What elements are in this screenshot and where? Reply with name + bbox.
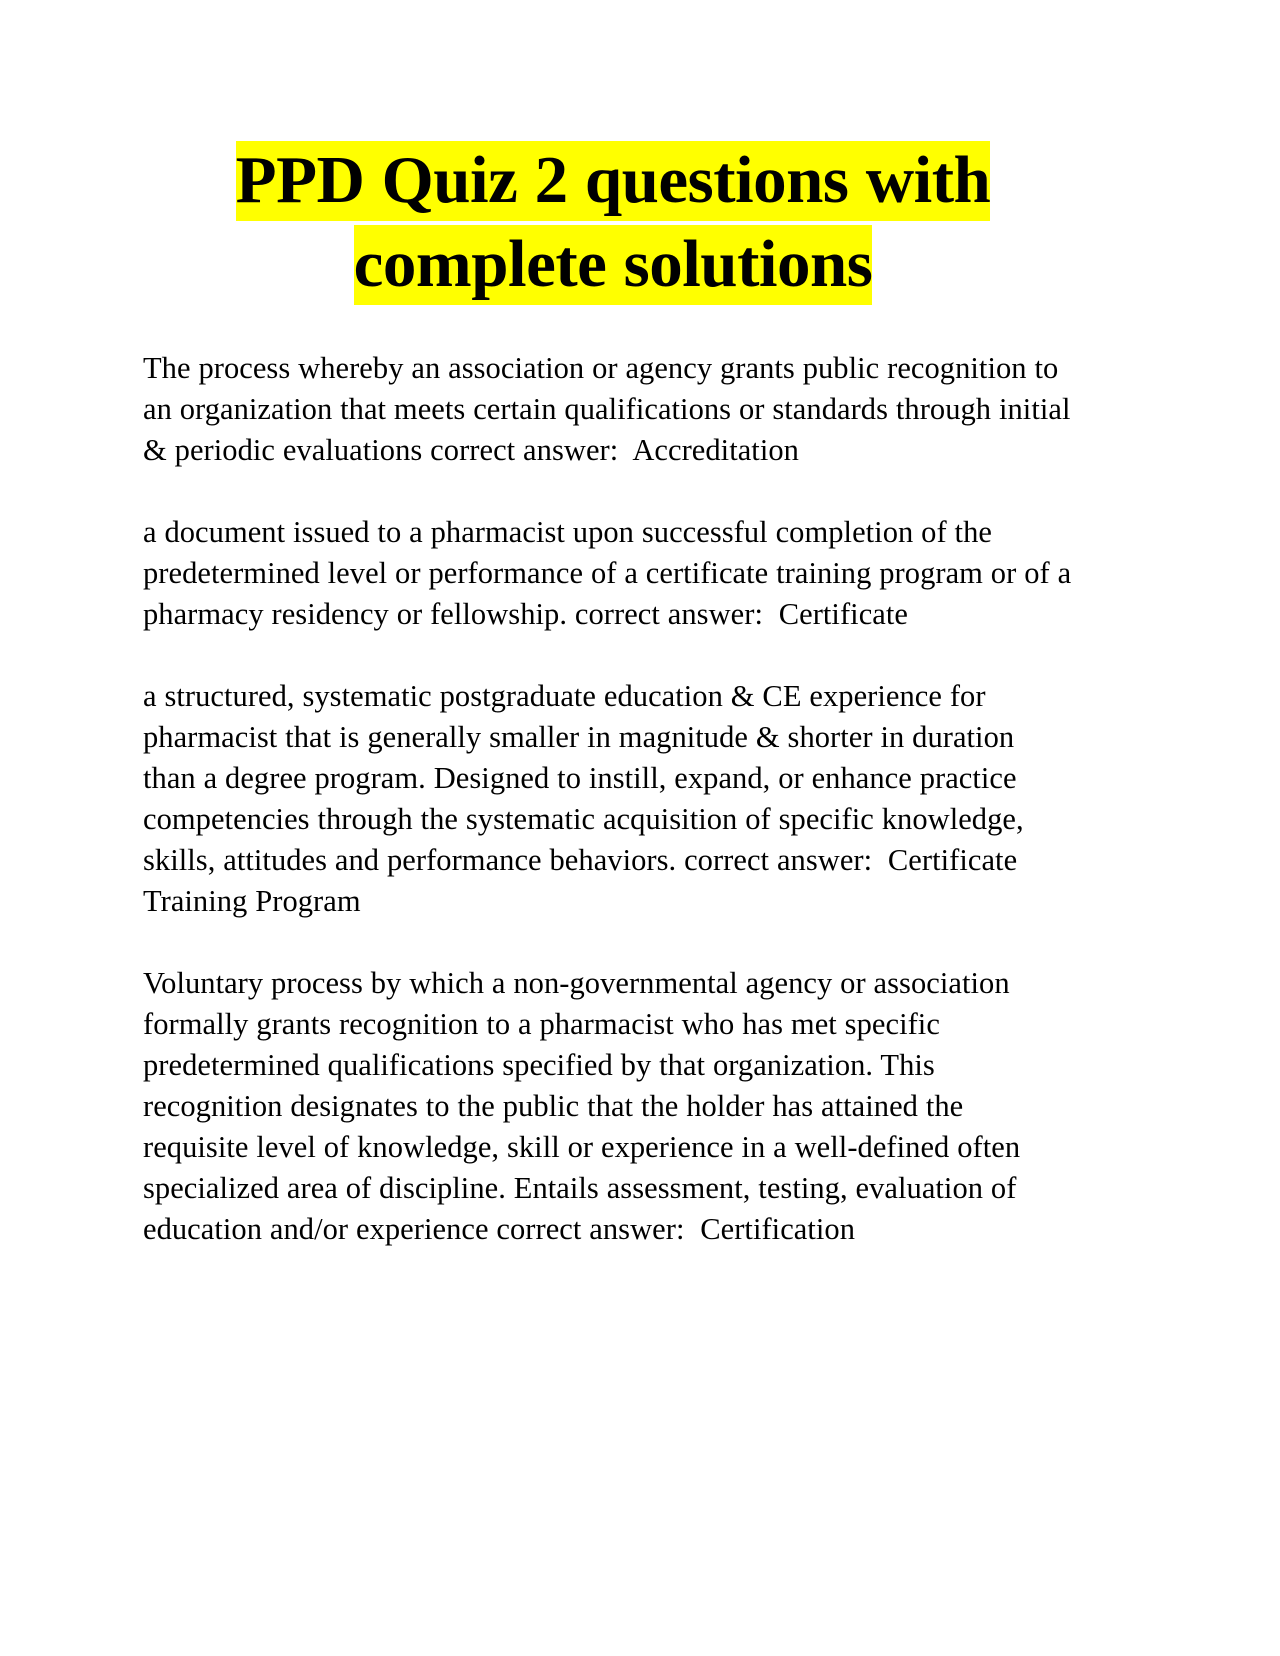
paragraph-accreditation: The process whereby an association or agency grants public recognition to an organization that meets certain qualifications or standards through initial & periodic evaluations correct answer: Accreditation [143, 351, 1079, 467]
page-title-line-2: complete solutions [354, 225, 873, 305]
paragraph-certificate: a document issued to a pharmacist upon successful completion of the predetermined level or performance of a certificate training program or of a pharmacy residency or fellowship. correct answer: Certificate [143, 515, 1080, 631]
paragraph-certification: Voluntary process by which a non-governmental agency or association formally grants recognition to a pharmacist who has met specific predetermined qualifications specified by that organization. This recognition designates to the public that the holder has attained the requisite level of knowledge, skill or experience in a well-defined often specialized area of discipline. Entails assessment, testing, evaluation of education and/or experience correct answer: Certification [143, 966, 1028, 1246]
page-title-line-1: PPD Quiz 2 questions with [236, 141, 991, 221]
page-title [143, 138, 1083, 306]
paragraph-certificate-training-program: a structured, systematic postgraduate education & CE experience for pharmacist that is generally smaller in magnitude & shorter in duration than a degree program. Designed to instill, expand, or enhance practice competencies through the systematic acquisition of specific knowledge, skills, attitudes and performance behaviors. correct answer: Certificate Training Program [143, 679, 1032, 918]
document-body [143, 348, 1080, 1250]
